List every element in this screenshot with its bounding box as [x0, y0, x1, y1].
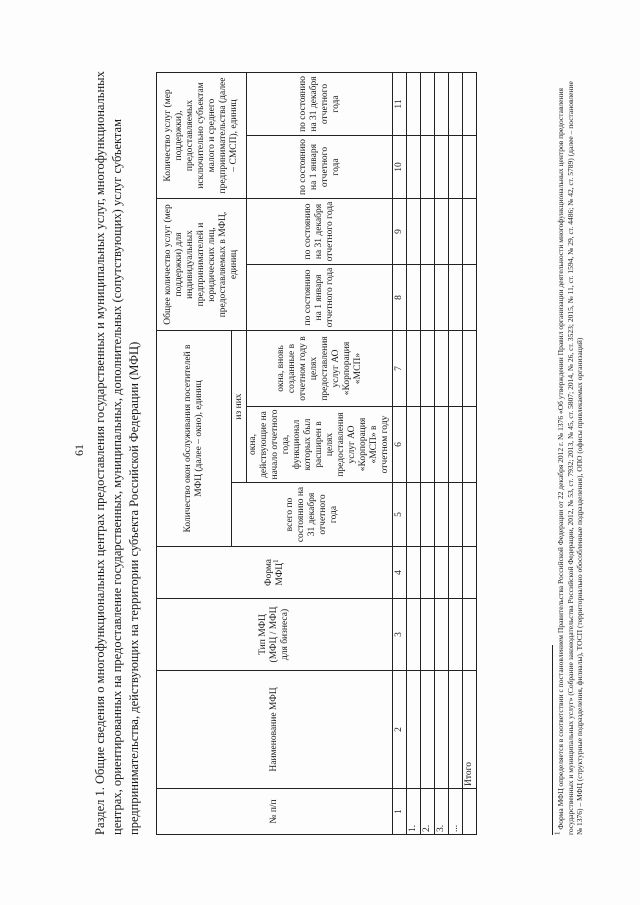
header-msp: Количество услуг (мер поддержки), предоставляемых исключительно субъектам малого и среднего предпринимательства (далее – СМСП), единиц [157, 72, 247, 198]
header-form-text: Форма МФЦ [263, 558, 285, 587]
col-num: 10 [393, 136, 407, 199]
header-dec31-msp: по состоянию на 31 декабря отчетного года [247, 72, 393, 135]
col-num: 1 [393, 789, 407, 835]
total-label: Итого [463, 671, 477, 789]
footnote [553, 73, 585, 835]
header-jan1-services: по состоянию на 1 января отчетного года [247, 265, 393, 331]
footnote-mark: 1 [553, 831, 562, 835]
header-total: всего по состоянию на 31 декабря отчетного года [232, 483, 393, 547]
table-row [449, 72, 463, 834]
header-num: № п/п [157, 789, 393, 835]
header-services: Общее количество услуг (мер поддержки) для индивидуальных предпринимателей и юридических лиц, предоставляемых в МФЦ, единиц [157, 199, 247, 331]
col-num: 3 [393, 599, 407, 671]
table-row [435, 72, 449, 834]
header-row-1 [157, 72, 232, 834]
table-row [407, 72, 421, 834]
col-num: 8 [393, 265, 407, 331]
col-num: 7 [393, 331, 407, 407]
col-num: 4 [393, 547, 407, 599]
col-num: 9 [393, 199, 407, 265]
col-num: 6 [393, 407, 407, 483]
header-form [157, 547, 393, 599]
section-title: Раздел 1. Общие сведения о многофункциональных центрах предоставления государственных и муниципальных услуг, многофункциональных центрах, ориентированных на предоставление государственных, муниципальных, дополнительных (сопутствующих) услуг субъектам предпринимательства, действующих на территории субъекта Российской Федерации (МФЦ) [93, 71, 141, 835]
header-new: окна, вновь созданные в отчетном году в целях предоставления услуг АО «Корпорация «МСП» [247, 331, 393, 407]
column-number-row [393, 72, 407, 834]
rotated-page [70, 65, 635, 835]
table-row [421, 72, 435, 834]
header-jan1-msp: по состоянию на 1 января отчетного года [247, 136, 393, 199]
col-num: 11 [393, 72, 407, 135]
row-label: 2. [421, 789, 435, 835]
header-type: Тип МФЦ (МФЦ / МФЦ для бизнеса) [157, 599, 393, 671]
header-dec31-services: по состоянию на 31 декабря отчетного года [247, 199, 393, 265]
total-row [463, 72, 477, 834]
row-label: 1. [407, 789, 421, 835]
col-num: 5 [393, 483, 407, 547]
row-label: 3. [435, 789, 449, 835]
header-windows: Количество окон обслуживания посетителей в МФЦ (далее – окно), единиц [157, 331, 232, 547]
footnote-divider [552, 645, 553, 835]
page-number: 61 [72, 444, 86, 456]
footnote-ref: 1 [271, 559, 280, 563]
footnote-text: Форма МФЦ определяется в соответствии с постановлением Правительства Российской Федерации от 22 декабря 2012 г. № 1376 «Об утверждении Правил организации деятельности многофункциональных центров предоставления государственных и муниципальных услуг» (Собрание законодательства Российской Федерации, 2012, № 53, ст. 7932; 2013, № 45, ст. 5807; 2014, № 26, ст. 3523; 2015, № 11, ст. 1594, № 29, ст. 4486; № 42, ст. 5789) (далее – постановление № 1376) – МФЦ (структурные подразделения, филиалы), ТОСП (территориально обособленные подразделения), ОПО (офисы привлекаемых организаций) [556, 81, 584, 835]
header-expanded: окна, действующие на начало отчетного года, функционал которых был расширен в целях предоставления услуг АО «Корпорация «МСП» в отчетном году [247, 407, 393, 483]
row-label: ... [449, 789, 463, 835]
header-of-them: из них [232, 331, 247, 483]
col-num: 2 [393, 671, 407, 789]
mfc-table [156, 72, 477, 835]
header-name: Наименование МФЦ [157, 671, 393, 789]
